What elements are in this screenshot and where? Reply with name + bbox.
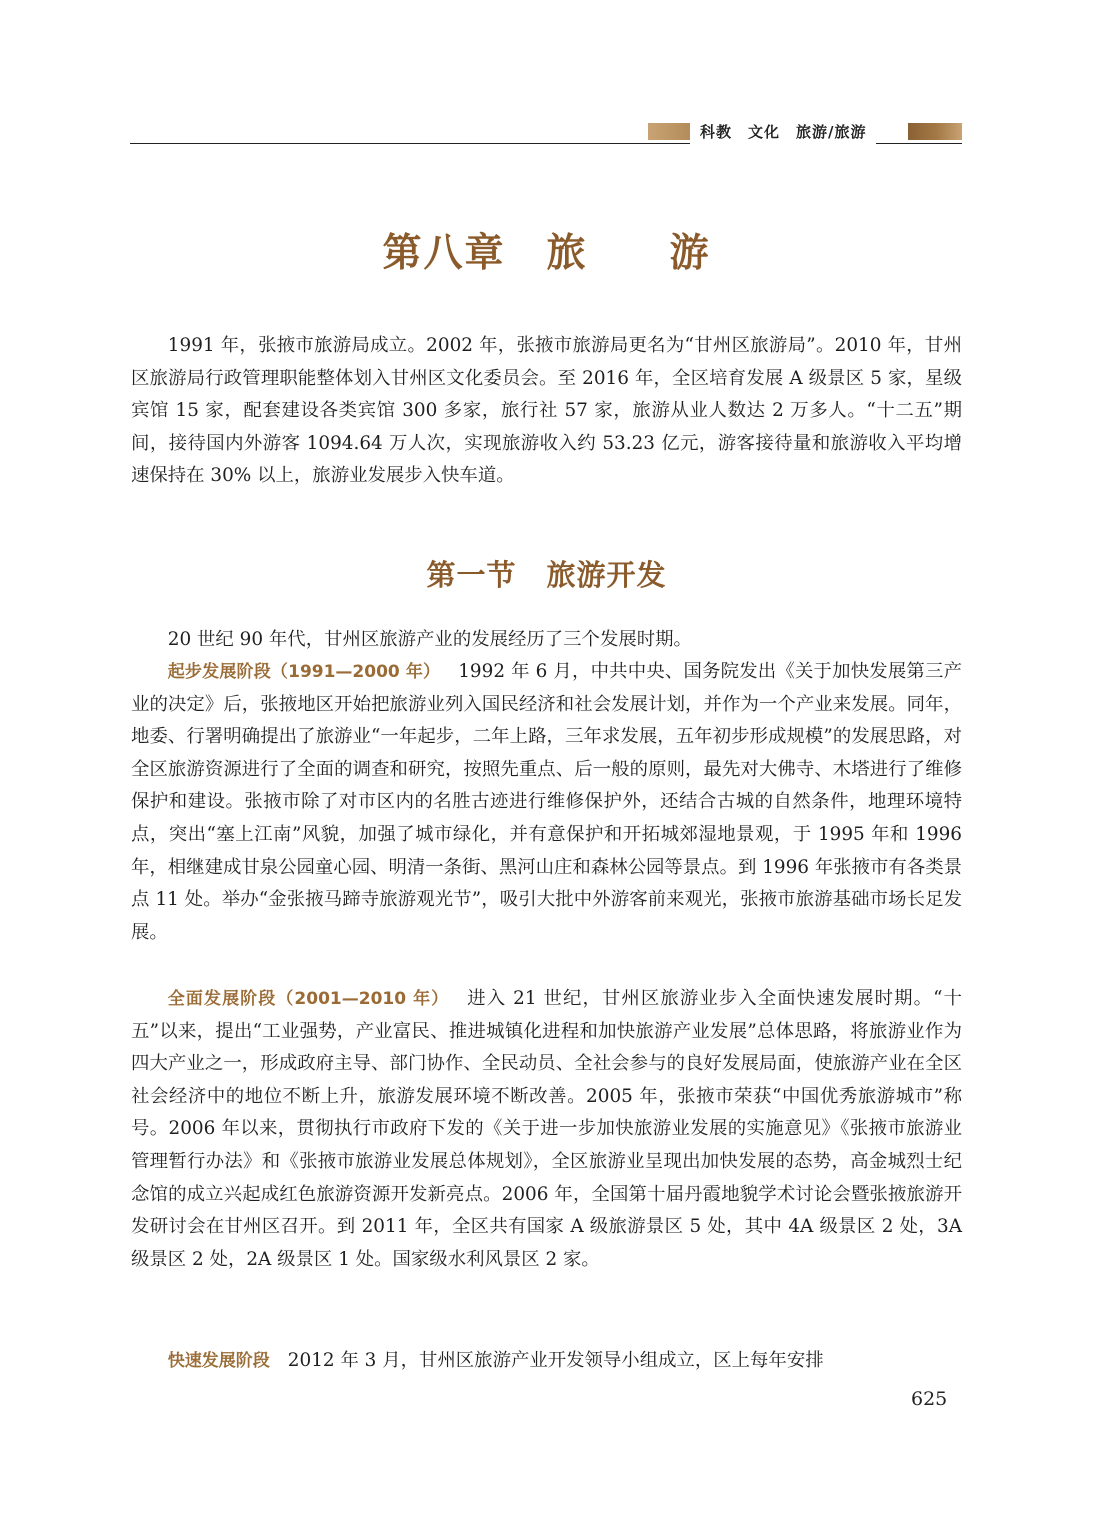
- stage-text: 2012 年 3 月，甘州区旅游产业开发领导小组成立，区上每年安排: [287, 1350, 824, 1371]
- header-decor-bar-right: [908, 123, 962, 140]
- page-number: 625: [911, 1388, 948, 1410]
- stage-label: 起步发展阶段（1991—2000 年）: [167, 662, 441, 682]
- running-header: [130, 120, 962, 146]
- chapter-title: 第八章 旅 游: [382, 231, 711, 276]
- section-intro-paragraph: 20 世纪 90 年代，甘州区旅游产业的发展经历了三个发展时期。: [167, 629, 692, 650]
- stage-text: 1992 年 6 月，中共中央、国务院发出《关于加快发展第三产业的决定》后，张掖地区开始把旅游业列入国民经济和社会发展计划，并作为一个产业来发展。同年，地委、行署明确提出了旅游业“一年起步，二年上路，三年求发展，五年初步形成规模”的发展思路，对全区旅游资源进行了全面的调查和研究，按照先重点、后一般的原则，最先对大佛寺、木塔进行了维修保护和建设。张掖市除了对市区内的名胜古迹进行维修保护外，还结合古城的自然条件，地理环境特点，突出“塞上江南”风貌，加强了城市绿化，并有意保护和开拓城郊湿地景观，于 1995 年和 1996 年，相继建成甘泉公园童心园、明清一条街、黑河山庄和森林公园等景点。到 1996 年张掖市有各类景点 11 处。举办“金张掖马蹄寺旅游观光节”，吸引大批中外游客前来观光，张掖市旅游基础市场长足发展。: [131, 661, 962, 943]
- stage-label: 快速发展阶段: [167, 1351, 270, 1371]
- stage-label: 全面发展阶段（2001—2010 年）: [167, 989, 450, 1009]
- stage-paragraph-1: [131, 656, 962, 949]
- stage-text: 进入 21 世纪，甘州区旅游业步入全面快速发展时期。“十五”以来，提出“工业强势，产业富民、推进城镇化进程和加快旅游产业发展”总体思路，将旅游业作为四大产业之一，形成政府主导、部门协作、全民动员、全社会参与的良好发展局面，使旅游产业在全区社会经济中的地位不断上升，旅游发展环境不断改善。2005 年，张掖市荣获“中国优秀旅游城市”称号。2006 年以来，贯彻执行市政府下发的《关于进一步加快旅游业发展的实施意见》《张掖市旅游业管理暂行办法》和《张掖市旅游业发展总体规划》，全区旅游业呈现出加快发展的态势，高金城烈士纪念馆的成立兴起成红色旅游资源开发新亮点。2006 年，全国第十届丹霞地貌学术讨论会暨张掖旅游开发研讨会在甘州区召开。到 2011 年，全区共有国家 A 级旅游景区 5 处，其中 4A 级景区 2 处，3A 级景区 2 处，2A 级景区 1 处。国家级水利风景区 2 家。: [131, 988, 962, 1270]
- intro-paragraph: 1991 年，张掖市旅游局成立。2002 年，张掖市旅游局更名为“甘州区旅游局”。2010 年，甘州区旅游局行政管理职能整体划入甘州区文化委员会。至 2016 年，全区培育发展 A 级景区 5 家，星级宾馆 15 家，配套建设各类宾馆 300 多家，旅行社 57 家，旅游从业人数达 2 万多人。“十二五”期间，接待国内外游客 1094.64 万人次，实现旅游收入约 53.23 亿元，游客接待量和旅游收入平均增速保持在 30% 以上，旅游业发展步入快车道。: [131, 335, 962, 487]
- stage-paragraph-2: [131, 983, 962, 1276]
- section-title: 第一节 旅游开发: [426, 558, 667, 592]
- running-title: 科教 文化 旅游/旅游: [690, 120, 876, 144]
- stage-paragraph-3: [131, 1345, 962, 1378]
